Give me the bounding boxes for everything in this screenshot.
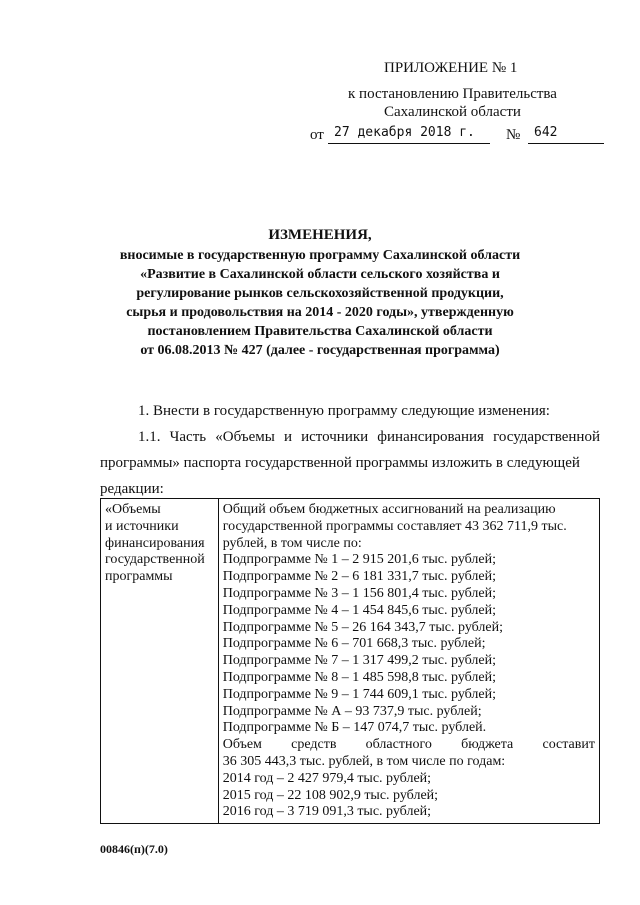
year-line: 2016 год – 3 719 091,3 тыс. рублей; [222, 804, 432, 820]
number-label: № [506, 127, 521, 143]
heading-line: регулирование рынков сельскохозяйственной продукции, [136, 286, 504, 301]
subprogram-line: Подпрограмме № 5 – 26 164 343,7 тыс. рублей; [222, 619, 503, 635]
footer-document-code: 00846(п)(7.0) [100, 842, 168, 856]
subprogram-line: Подпрограмме № 3 – 1 156 801,4 тыс. рублей; [222, 585, 496, 601]
regional-budget-line: Объем средств областного бюджета составит [222, 737, 595, 753]
heading-line: сырья и продовольствия на 2014 - 2020 годы», утвержденную [126, 305, 514, 320]
subprogram-line: Подпрограмме № Б – 147 074,7 тыс. рублей. [222, 720, 487, 736]
year-line: 2015 год – 22 108 902,9 тыс. рублей; [222, 787, 439, 803]
table-cell-content [218, 499, 599, 824]
label-line: «Объемы [105, 502, 161, 517]
heading-line: постановлением Правительства Сахалинской области [147, 324, 493, 339]
year-line: 2014 год – 2 427 979,4 тыс. рублей; [222, 770, 432, 786]
appendix-date-number-row [310, 125, 602, 145]
subprogram-line: Подпрограмме № 7 – 1 317 499,2 тыс. рублей; [222, 653, 496, 669]
table-cell-label [101, 499, 219, 824]
subprogram-line: Подпрограмме № 1 – 2 915 201,6 тыс. рублей; [222, 552, 496, 568]
intro-line: государственной программы составляет 43 362 711,9 тыс. [222, 518, 567, 534]
subprogram-line: Подпрограмме № 4 – 1 454 845,6 тыс. рублей; [222, 602, 496, 618]
financing-table [100, 498, 600, 824]
subprogram-line: Подпрограмме № 9 – 1 744 609,1 тыс. рублей; [222, 686, 496, 702]
regional-budget-total: 36 305 443,3 тыс. рублей, в том числе по годам: [222, 753, 506, 769]
label-line: государственной [105, 552, 205, 568]
subprogram-line: Подпрограмме № 8 – 1 485 598,8 тыс. рублей; [222, 669, 496, 685]
appendix-title: ПРИЛОЖЕНИЕ № 1 [384, 60, 518, 76]
paragraph-1: 1. Внести в государственную программу следующие изменения: [138, 403, 550, 419]
resolution-number: 642 [528, 123, 604, 144]
heading-line: от 06.08.2013 № 427 (далее - государственная программа) [140, 343, 500, 358]
resolution-date: 27 декабря 2018 г. [328, 123, 490, 144]
intro-line: Общий объем бюджетных ассигнований на реализацию [222, 502, 556, 517]
heading-line: «Развитие в Сахалинской области сельского хозяйства и [140, 267, 500, 282]
body-text [100, 398, 600, 502]
label-line: и источники [105, 518, 179, 534]
from-label: от [310, 127, 324, 143]
paragraph-1-1 [100, 424, 600, 502]
label-line: программы [105, 569, 173, 585]
subprogram-line: Подпрограмме № 6 – 701 668,3 тыс. рублей; [222, 636, 486, 652]
document-heading [100, 226, 540, 360]
subprogram-line: Подпрограмме № 2 – 6 181 331,7 тыс. рублей; [222, 569, 496, 585]
paragraph-1-1-continuation: редакции: [100, 481, 164, 497]
appendix-region-line: Сахалинской области [384, 104, 521, 120]
paragraph-1-1-main: 1.1. Часть «Объемы и источники финансирования государственной программы» паспорта государственной программы изложить в следующей [100, 429, 600, 471]
appendix-resolution-line: к постановлению Правительства [348, 86, 557, 102]
heading-line: вносимые в государственную программу Сахалинской области [119, 248, 521, 263]
subprogram-line: Подпрограмме № А – 93 737,9 тыс. рублей; [222, 703, 482, 719]
table-row [101, 499, 600, 824]
intro-line: рублей, в том числе по: [222, 535, 362, 551]
label-line: финансирования [105, 535, 205, 551]
heading-title: ИЗМЕНЕНИЯ, [268, 227, 372, 243]
